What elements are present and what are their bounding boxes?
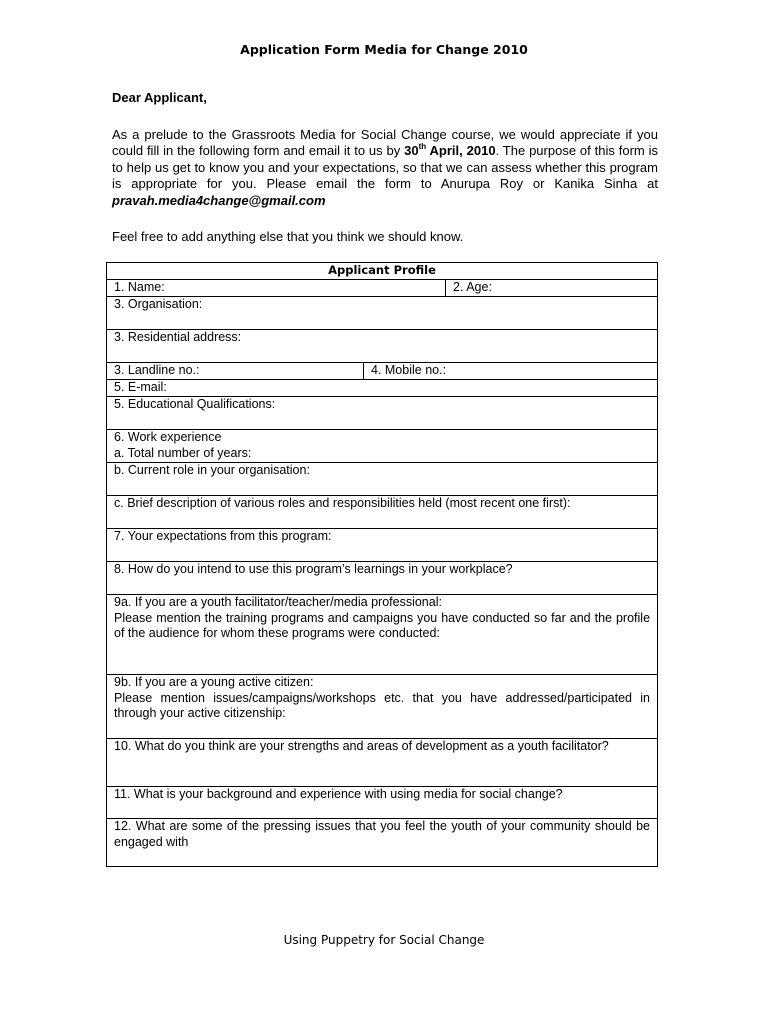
strengths-question: 10. What do you think are your strengths and areas of development as a youth facilitator? bbox=[114, 739, 609, 753]
program-learnings-field[interactable] bbox=[107, 562, 658, 595]
pressing-issues-field[interactable] bbox=[107, 819, 658, 867]
deadline-month-year: April, 2010 bbox=[426, 143, 496, 159]
educational-qualifications-label: 5. Educational Qualifications: bbox=[114, 397, 276, 411]
age-field[interactable] bbox=[446, 280, 658, 297]
total-years-label: a. Total number of years: bbox=[114, 445, 252, 460]
residential-address-label: 3. Residential address: bbox=[114, 330, 242, 344]
deadline-date bbox=[404, 143, 495, 158]
expectations-field[interactable] bbox=[107, 529, 658, 562]
youth-facilitator-field[interactable] bbox=[107, 595, 658, 675]
deadline-day: 30 bbox=[404, 143, 419, 159]
landline-label: 3. Landline no.: bbox=[114, 363, 200, 377]
media-background-question: 11. What is your background and experience with using media for social change? bbox=[114, 787, 563, 801]
intro-text-part2: . The purpose of this form is to help us get to know you and your expectations, so that we can assess whether this program is appropriate for you. Please email the form to Anurupa Roy or Kanika Sinha at bbox=[112, 143, 658, 192]
pressing-issues-question: 12. What are some of the pressing issues that you feel the youth of your community should be engaged with bbox=[114, 819, 651, 849]
landline-field[interactable] bbox=[107, 363, 364, 380]
active-citizen-instructions: Please mention issues/campaigns/workshops etc. that you have addressed/participated in through your active citizenship: bbox=[114, 690, 651, 721]
age-label: 2. Age: bbox=[453, 280, 492, 294]
contact-email: pravah.media4change@gmail.com bbox=[112, 192, 326, 208]
applicant-profile-form bbox=[106, 262, 658, 867]
additional-note: Feel free to add anything else that you think we should know. bbox=[112, 229, 464, 244]
roles-responsibilities-label: c. Brief description of various roles and responsibilities held (most recent one first): bbox=[114, 496, 571, 510]
intro-text-part1: As a prelude to the Grassroots Media for Social Change course, we would appreciate if you could fill in the following form and email it to us by bbox=[112, 127, 658, 159]
name-field[interactable] bbox=[107, 280, 446, 297]
organisation-field[interactable] bbox=[107, 297, 658, 330]
expectations-label: 7. Your expectations from this program: bbox=[114, 529, 332, 543]
youth-facilitator-question: 9a. If you are a youth facilitator/teacher/media professional: bbox=[114, 595, 442, 609]
mobile-field[interactable] bbox=[364, 363, 658, 380]
organisation-label: 3. Organisation: bbox=[114, 297, 203, 311]
deadline-day-suffix: th bbox=[418, 142, 427, 152]
strengths-field[interactable] bbox=[107, 739, 658, 787]
mobile-label: 4. Mobile no.: bbox=[371, 363, 447, 377]
work-experience-field[interactable] bbox=[107, 430, 658, 463]
active-citizen-question: 9b. If you are a young active citizen: bbox=[114, 675, 314, 689]
active-citizen-field[interactable] bbox=[107, 675, 658, 739]
email-field[interactable] bbox=[107, 380, 658, 397]
program-learnings-label: 8. How do you intend to use this program’s learnings in your workplace? bbox=[114, 562, 513, 576]
current-role-label: b. Current role in your organisation: bbox=[114, 463, 310, 477]
page-footer: Using Puppetry for Social Change bbox=[283, 933, 485, 947]
salutation: Dear Applicant, bbox=[112, 90, 207, 105]
email-label: 5. E-mail: bbox=[114, 380, 167, 394]
youth-facilitator-instructions: Please mention the training programs and campaigns you have conducted so far and the profile of the audience for whom these programs were conducted: bbox=[114, 610, 651, 641]
intro-paragraph bbox=[112, 127, 658, 209]
document-title: Application Form Media for Change 2010 bbox=[240, 42, 528, 57]
media-background-field[interactable] bbox=[107, 787, 658, 819]
work-experience-label: 6. Work experience bbox=[114, 430, 222, 444]
roles-responsibilities-field[interactable] bbox=[107, 496, 658, 529]
current-role-field[interactable] bbox=[107, 463, 658, 496]
form-header: Applicant Profile bbox=[107, 263, 658, 280]
name-label: 1. Name: bbox=[114, 280, 165, 294]
educational-qualifications-field[interactable] bbox=[107, 397, 658, 430]
residential-address-field[interactable] bbox=[107, 330, 658, 363]
